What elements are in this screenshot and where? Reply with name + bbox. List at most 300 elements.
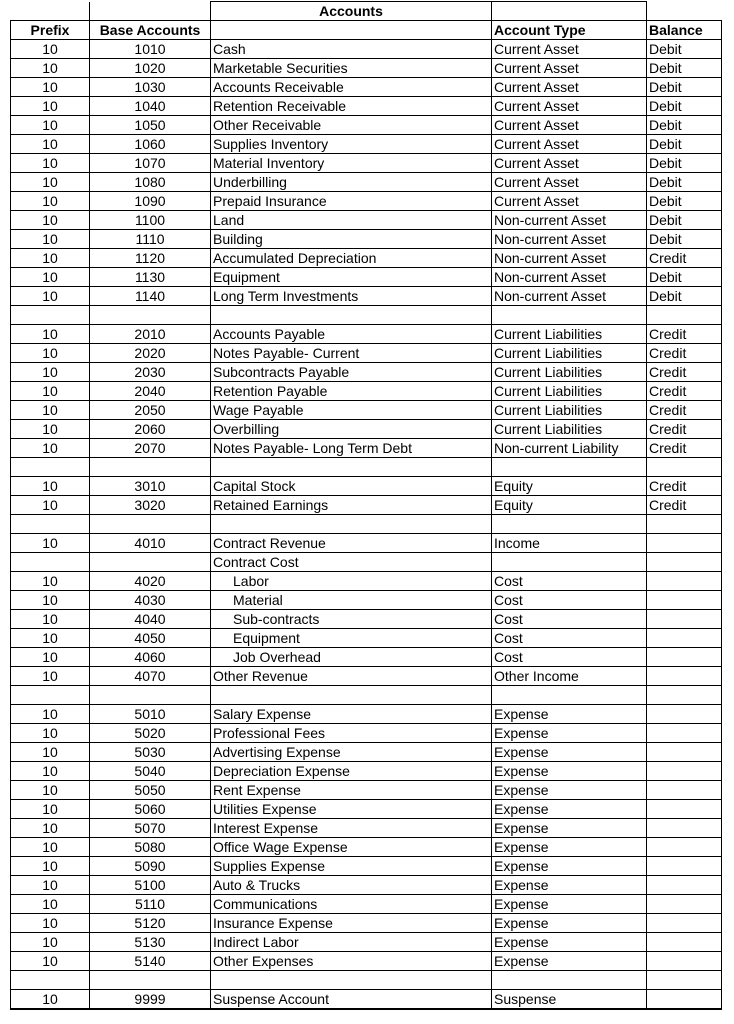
table-row xyxy=(11,648,722,667)
account-type-cell: Expense xyxy=(492,762,647,781)
table-row xyxy=(11,591,722,610)
table-row xyxy=(11,857,722,876)
table-row xyxy=(11,382,722,401)
base-account-cell: 5030 xyxy=(90,743,211,762)
prefix-cell: 10 xyxy=(11,230,90,249)
prefix-cell: 10 xyxy=(11,154,90,173)
balance-cell xyxy=(647,705,722,724)
base-account-cell: 4070 xyxy=(90,667,211,686)
account-name-cell: Prepaid Insurance xyxy=(211,192,492,211)
account-name-cell: Subcontracts Payable xyxy=(211,363,492,382)
account-type-cell: Suspense xyxy=(492,990,647,1010)
account-name-cell: Contract Revenue xyxy=(211,534,492,553)
table-row xyxy=(11,420,722,439)
account-type-cell: Expense xyxy=(492,724,647,743)
base-account-cell: 4040 xyxy=(90,610,211,629)
account-type-cell: Equity xyxy=(492,496,647,515)
table-row xyxy=(11,667,722,686)
balance-cell xyxy=(647,914,722,933)
table-row xyxy=(11,705,722,724)
balance-cell xyxy=(647,781,722,800)
account-name-cell: Underbilling xyxy=(211,173,492,192)
spacer-cell xyxy=(90,686,211,705)
base-account-cell: 2070 xyxy=(90,439,211,458)
base-account-cell: 5140 xyxy=(90,952,211,971)
table-row xyxy=(11,895,722,914)
account-type-cell: Current Asset xyxy=(492,135,647,154)
balance-cell: Credit xyxy=(647,249,722,268)
table-row xyxy=(11,914,722,933)
prefix-cell: 10 xyxy=(11,78,90,97)
balance-cell xyxy=(647,534,722,553)
base-account-cell: 5050 xyxy=(90,781,211,800)
table-row xyxy=(11,154,722,173)
balance-cell xyxy=(647,990,722,1010)
account-type-cell: Expense xyxy=(492,933,647,952)
prefix-cell: 10 xyxy=(11,781,90,800)
table-row xyxy=(11,800,722,819)
base-account-cell: 5090 xyxy=(90,857,211,876)
spacer-cell xyxy=(492,458,647,477)
prefix-cell: 10 xyxy=(11,344,90,363)
balance-cell xyxy=(647,876,722,895)
account-name-cell: Notes Payable- Current xyxy=(211,344,492,363)
account-type-cell xyxy=(492,553,647,572)
account-name-cell: Auto & Trucks xyxy=(211,876,492,895)
balance-cell: Credit xyxy=(647,477,722,496)
prefix-cell: 10 xyxy=(11,439,90,458)
account-name-cell: Long Term Investments xyxy=(211,287,492,306)
account-type-cell: Non-current Asset xyxy=(492,211,647,230)
account-name-cell: Retained Earnings xyxy=(211,496,492,515)
account-type-cell: Expense xyxy=(492,914,647,933)
table-row xyxy=(11,344,722,363)
base-account-cell: 1090 xyxy=(90,192,211,211)
table-row xyxy=(11,192,722,211)
account-name-cell: Insurance Expense xyxy=(211,914,492,933)
account-type-cell: Cost xyxy=(492,610,647,629)
spacer-cell xyxy=(11,515,90,534)
account-name-cell: Utilities Expense xyxy=(211,800,492,819)
balance-cell xyxy=(647,819,722,838)
base-account-cell: 1110 xyxy=(90,230,211,249)
base-account-cell: 1060 xyxy=(90,135,211,154)
account-type-cell: Current Liabilities xyxy=(492,401,647,420)
table-row xyxy=(11,59,722,78)
spacer-cell xyxy=(90,458,211,477)
account-name-cell: Material xyxy=(211,591,492,610)
prefix-cell: 10 xyxy=(11,420,90,439)
account-name-cell: Capital Stock xyxy=(211,477,492,496)
col-header-account-type: Account Type xyxy=(492,21,647,40)
spacer-cell xyxy=(211,686,492,705)
base-account-cell: 5010 xyxy=(90,705,211,724)
base-account-cell: 1010 xyxy=(90,40,211,59)
balance-cell: Debit xyxy=(647,154,722,173)
prefix-cell: 10 xyxy=(11,401,90,420)
table-row xyxy=(11,439,722,458)
prefix-cell: 10 xyxy=(11,800,90,819)
balance-cell: Credit xyxy=(647,363,722,382)
balance-cell: Debit xyxy=(647,211,722,230)
balance-cell xyxy=(647,610,722,629)
table-row xyxy=(11,135,722,154)
accounts-sheet xyxy=(10,1,721,1010)
account-name-cell: Equipment xyxy=(211,268,492,287)
table-row xyxy=(11,838,722,857)
table-row xyxy=(11,990,722,1010)
account-type-cell: Expense xyxy=(492,800,647,819)
base-account-cell: 5070 xyxy=(90,819,211,838)
base-account-cell: 4020 xyxy=(90,572,211,591)
title-spacer-left xyxy=(11,2,90,21)
balance-cell xyxy=(647,800,722,819)
account-type-cell: Cost xyxy=(492,629,647,648)
balance-cell: Credit xyxy=(647,420,722,439)
account-name-cell: Other Expenses xyxy=(211,952,492,971)
table-row xyxy=(11,78,722,97)
prefix-cell: 10 xyxy=(11,705,90,724)
balance-cell xyxy=(647,648,722,667)
account-name-cell: Marketable Securities xyxy=(211,59,492,78)
table-row xyxy=(11,762,722,781)
table-row xyxy=(11,249,722,268)
table-row xyxy=(11,743,722,762)
prefix-cell: 10 xyxy=(11,40,90,59)
prefix-cell: 10 xyxy=(11,496,90,515)
base-account-cell: 1120 xyxy=(90,249,211,268)
balance-cell xyxy=(647,933,722,952)
base-account-cell: 4050 xyxy=(90,629,211,648)
balance-cell xyxy=(647,667,722,686)
balance-cell xyxy=(647,591,722,610)
table-row xyxy=(11,876,722,895)
prefix-cell: 10 xyxy=(11,325,90,344)
account-name-cell: Equipment xyxy=(211,629,492,648)
col-header-base-accounts: Base Accounts xyxy=(90,21,211,40)
prefix-cell: 10 xyxy=(11,173,90,192)
spacer-cell xyxy=(211,458,492,477)
account-name-cell: Suspense Account xyxy=(211,990,492,1010)
table-row xyxy=(11,477,722,496)
base-account-cell: 1070 xyxy=(90,154,211,173)
table-row xyxy=(11,97,722,116)
table-row xyxy=(11,116,722,135)
base-account-cell: 5080 xyxy=(90,838,211,857)
table-row xyxy=(11,268,722,287)
balance-cell xyxy=(647,895,722,914)
base-account-cell: 2050 xyxy=(90,401,211,420)
spacer-row xyxy=(11,686,722,705)
prefix-cell: 10 xyxy=(11,990,90,1010)
base-account-cell: 9999 xyxy=(90,990,211,1010)
header-row xyxy=(11,21,722,40)
balance-cell: Debit xyxy=(647,40,722,59)
balance-cell: Credit xyxy=(647,439,722,458)
base-account-cell xyxy=(90,553,211,572)
balance-cell xyxy=(647,553,722,572)
account-type-cell: Cost xyxy=(492,591,647,610)
account-name-cell: Accumulated Depreciation xyxy=(211,249,492,268)
spacer-cell xyxy=(211,971,492,990)
base-account-cell: 1050 xyxy=(90,116,211,135)
spacer-cell xyxy=(647,458,722,477)
account-name-cell: Notes Payable- Long Term Debt xyxy=(211,439,492,458)
table-row xyxy=(11,534,722,553)
prefix-cell xyxy=(11,553,90,572)
prefix-cell: 10 xyxy=(11,895,90,914)
prefix-cell: 10 xyxy=(11,857,90,876)
account-name-cell: Depreciation Expense xyxy=(211,762,492,781)
col-header-account-name xyxy=(211,21,492,40)
table-row xyxy=(11,819,722,838)
account-name-cell: Other Revenue xyxy=(211,667,492,686)
table-row xyxy=(11,173,722,192)
balance-cell: Debit xyxy=(647,135,722,154)
balance-cell: Credit xyxy=(647,496,722,515)
balance-cell: Debit xyxy=(647,173,722,192)
base-account-cell: 1080 xyxy=(90,173,211,192)
base-account-cell: 4010 xyxy=(90,534,211,553)
balance-cell: Debit xyxy=(647,192,722,211)
balance-cell xyxy=(647,857,722,876)
account-type-cell: Current Liabilities xyxy=(492,363,647,382)
account-type-cell: Current Asset xyxy=(492,59,647,78)
base-account-cell: 1140 xyxy=(90,287,211,306)
base-account-cell: 2030 xyxy=(90,363,211,382)
balance-cell: Credit xyxy=(647,401,722,420)
base-account-cell: 5100 xyxy=(90,876,211,895)
prefix-cell: 10 xyxy=(11,59,90,78)
account-name-cell: Labor xyxy=(211,572,492,591)
spacer-row xyxy=(11,515,722,534)
account-type-cell: Equity xyxy=(492,477,647,496)
accounts-table xyxy=(10,1,722,1010)
account-type-cell: Current Asset xyxy=(492,116,647,135)
base-account-cell: 4030 xyxy=(90,591,211,610)
prefix-cell: 10 xyxy=(11,610,90,629)
prefix-cell: 10 xyxy=(11,572,90,591)
base-account-cell: 5130 xyxy=(90,933,211,952)
account-type-cell: Expense xyxy=(492,781,647,800)
spacer-cell xyxy=(211,515,492,534)
account-name-cell: Advertising Expense xyxy=(211,743,492,762)
table-row xyxy=(11,230,722,249)
account-name-cell: Contract Cost xyxy=(211,553,492,572)
account-type-cell: Cost xyxy=(492,572,647,591)
prefix-cell: 10 xyxy=(11,933,90,952)
account-name-cell: Professional Fees xyxy=(211,724,492,743)
spacer-cell xyxy=(492,306,647,325)
prefix-cell: 10 xyxy=(11,952,90,971)
account-name-cell: Cash xyxy=(211,40,492,59)
col-header-prefix: Prefix xyxy=(11,21,90,40)
table-title: Accounts xyxy=(211,2,492,21)
account-type-cell: Expense xyxy=(492,876,647,895)
account-type-cell: Non-current Asset xyxy=(492,287,647,306)
spacer-row xyxy=(11,971,722,990)
base-account-cell: 5060 xyxy=(90,800,211,819)
spacer-cell xyxy=(211,306,492,325)
account-type-cell: Non-current Liability xyxy=(492,439,647,458)
balance-cell: Debit xyxy=(647,78,722,97)
base-account-cell: 2020 xyxy=(90,344,211,363)
spacer-cell xyxy=(492,971,647,990)
balance-cell: Debit xyxy=(647,287,722,306)
spacer-cell xyxy=(647,306,722,325)
prefix-cell: 10 xyxy=(11,667,90,686)
account-name-cell: Accounts Payable xyxy=(211,325,492,344)
base-account-cell: 2060 xyxy=(90,420,211,439)
spacer-cell xyxy=(11,306,90,325)
account-name-cell: Overbilling xyxy=(211,420,492,439)
prefix-cell: 10 xyxy=(11,477,90,496)
account-type-cell: Expense xyxy=(492,743,647,762)
account-type-cell: Current Asset xyxy=(492,173,647,192)
prefix-cell: 10 xyxy=(11,648,90,667)
account-name-cell: Rent Expense xyxy=(211,781,492,800)
prefix-cell: 10 xyxy=(11,135,90,154)
prefix-cell: 10 xyxy=(11,116,90,135)
base-account-cell: 5020 xyxy=(90,724,211,743)
account-type-cell: Non-current Asset xyxy=(492,230,647,249)
spacer-row xyxy=(11,458,722,477)
balance-cell xyxy=(647,838,722,857)
prefix-cell: 10 xyxy=(11,724,90,743)
balance-cell: Credit xyxy=(647,325,722,344)
account-type-cell: Current Asset xyxy=(492,192,647,211)
spacer-cell xyxy=(90,515,211,534)
base-account-cell: 1020 xyxy=(90,59,211,78)
balance-cell: Credit xyxy=(647,382,722,401)
account-type-cell: Other Income xyxy=(492,667,647,686)
account-type-cell: Cost xyxy=(492,648,647,667)
title-spacer-right-2 xyxy=(647,2,722,21)
account-name-cell: Retention Payable xyxy=(211,382,492,401)
prefix-cell: 10 xyxy=(11,534,90,553)
prefix-cell: 10 xyxy=(11,249,90,268)
account-name-cell: Interest Expense xyxy=(211,819,492,838)
table-row xyxy=(11,629,722,648)
balance-cell xyxy=(647,629,722,648)
prefix-cell: 10 xyxy=(11,838,90,857)
prefix-cell: 10 xyxy=(11,591,90,610)
prefix-cell: 10 xyxy=(11,629,90,648)
account-type-cell: Current Liabilities xyxy=(492,344,647,363)
spacer-cell xyxy=(90,306,211,325)
account-name-cell: Salary Expense xyxy=(211,705,492,724)
table-row xyxy=(11,325,722,344)
table-row xyxy=(11,496,722,515)
balance-cell xyxy=(647,952,722,971)
account-type-cell: Current Asset xyxy=(492,40,647,59)
prefix-cell: 10 xyxy=(11,97,90,116)
account-name-cell: Communications xyxy=(211,895,492,914)
account-name-cell: Wage Payable xyxy=(211,401,492,420)
title-spacer-left-2 xyxy=(90,2,211,21)
account-type-cell: Expense xyxy=(492,838,647,857)
spacer-cell xyxy=(492,515,647,534)
account-name-cell: Building xyxy=(211,230,492,249)
account-name-cell: Land xyxy=(211,211,492,230)
prefix-cell: 10 xyxy=(11,192,90,211)
base-account-cell: 1040 xyxy=(90,97,211,116)
table-row xyxy=(11,211,722,230)
balance-cell: Credit xyxy=(647,344,722,363)
account-type-cell: Current Asset xyxy=(492,78,647,97)
account-name-cell: Indirect Labor xyxy=(211,933,492,952)
prefix-cell: 10 xyxy=(11,914,90,933)
account-type-cell: Expense xyxy=(492,819,647,838)
table-row xyxy=(11,724,722,743)
account-name-cell: Retention Receivable xyxy=(211,97,492,116)
base-account-cell: 5120 xyxy=(90,914,211,933)
base-account-cell: 4060 xyxy=(90,648,211,667)
prefix-cell: 10 xyxy=(11,268,90,287)
balance-cell: Debit xyxy=(647,116,722,135)
balance-cell: Debit xyxy=(647,59,722,78)
prefix-cell: 10 xyxy=(11,382,90,401)
base-account-cell: 3020 xyxy=(90,496,211,515)
account-type-cell: Income xyxy=(492,534,647,553)
base-account-cell: 5040 xyxy=(90,762,211,781)
account-name-cell: Other Receivable xyxy=(211,116,492,135)
balance-cell xyxy=(647,762,722,781)
base-account-cell: 1030 xyxy=(90,78,211,97)
spacer-cell xyxy=(90,971,211,990)
balance-cell: Debit xyxy=(647,97,722,116)
prefix-cell: 10 xyxy=(11,876,90,895)
account-type-cell: Current Liabilities xyxy=(492,325,647,344)
account-type-cell: Non-current Asset xyxy=(492,268,647,287)
spacer-row xyxy=(11,306,722,325)
account-name-cell: Office Wage Expense xyxy=(211,838,492,857)
table-row xyxy=(11,40,722,59)
title-spacer-right xyxy=(492,2,647,21)
account-name-cell: Material Inventory xyxy=(211,154,492,173)
balance-cell xyxy=(647,724,722,743)
prefix-cell: 10 xyxy=(11,819,90,838)
spacer-cell xyxy=(647,515,722,534)
spacer-cell xyxy=(492,686,647,705)
spacer-cell xyxy=(647,686,722,705)
account-type-cell: Current Liabilities xyxy=(492,420,647,439)
account-type-cell: Current Asset xyxy=(492,154,647,173)
base-account-cell: 2010 xyxy=(90,325,211,344)
base-account-cell: 1100 xyxy=(90,211,211,230)
table-row xyxy=(11,952,722,971)
base-account-cell: 5110 xyxy=(90,895,211,914)
base-account-cell: 3010 xyxy=(90,477,211,496)
account-type-cell: Expense xyxy=(492,952,647,971)
table-row xyxy=(11,363,722,382)
account-name-cell: Accounts Receivable xyxy=(211,78,492,97)
title-row xyxy=(11,2,722,21)
balance-cell: Debit xyxy=(647,230,722,249)
account-type-cell: Expense xyxy=(492,705,647,724)
account-type-cell: Expense xyxy=(492,857,647,876)
spacer-cell xyxy=(11,686,90,705)
prefix-cell: 10 xyxy=(11,211,90,230)
spacer-cell xyxy=(11,971,90,990)
balance-cell xyxy=(647,572,722,591)
prefix-cell: 10 xyxy=(11,363,90,382)
table-row xyxy=(11,781,722,800)
table-row xyxy=(11,401,722,420)
balance-cell xyxy=(647,743,722,762)
base-account-cell: 2040 xyxy=(90,382,211,401)
table-row xyxy=(11,610,722,629)
